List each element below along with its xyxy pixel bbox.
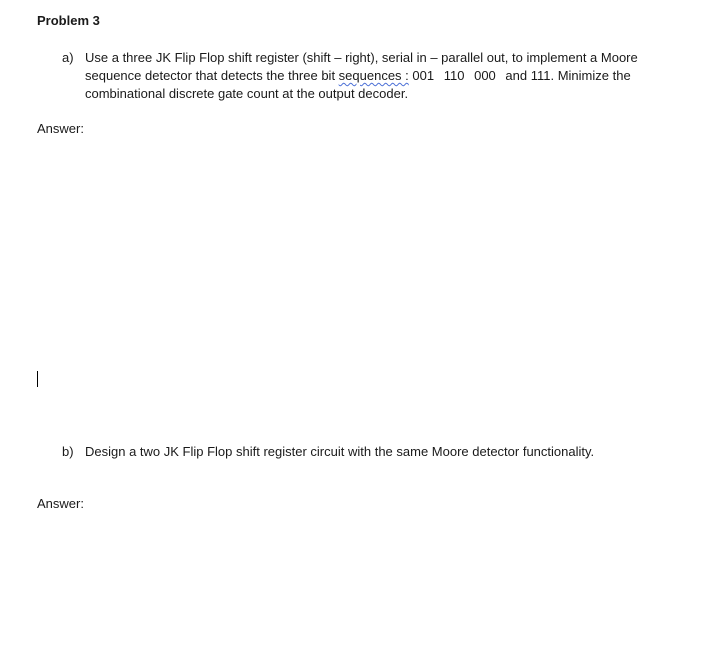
question-a-text bbox=[85, 49, 672, 103]
sequence-001: 001 bbox=[412, 68, 435, 83]
question-b bbox=[62, 443, 672, 461]
spellcheck-flagged-word[interactable]: sequences : bbox=[338, 68, 409, 83]
sequence-000: 000 bbox=[474, 68, 496, 83]
question-a-text-end: and 111. Minimize the combinational discrete gate count at the output decoder. bbox=[85, 68, 631, 101]
text-cursor bbox=[37, 371, 38, 387]
question-a-marker: a) bbox=[62, 50, 74, 65]
question-a bbox=[62, 49, 672, 103]
answer-a-label: Answer: bbox=[37, 121, 84, 136]
question-b-marker: b) bbox=[62, 444, 74, 459]
answer-b-label: Answer: bbox=[37, 496, 84, 511]
question-a-text-start: Use a three JK Flip Flop shift register (shift – right), serial in – parallel out, to implement a Moore sequence detector that detects the three bit bbox=[85, 50, 638, 83]
problem-heading: Problem 3 bbox=[37, 13, 100, 28]
question-b-text: Design a two JK Flip Flop shift register circuit with the same Moore detector functionality. bbox=[85, 444, 595, 459]
sequence-110: 110 bbox=[443, 68, 465, 83]
